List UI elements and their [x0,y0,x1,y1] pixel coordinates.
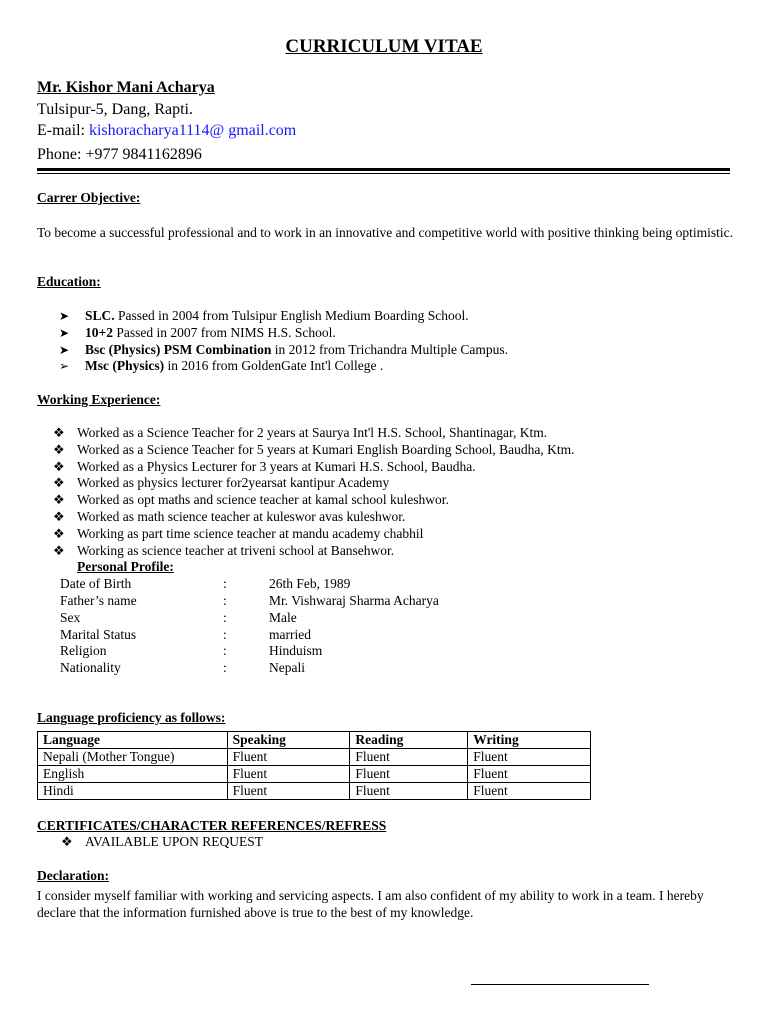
certificates-item: ❖ AVAILABLE UPON REQUEST [61,834,264,849]
column-header: Speaking [227,732,350,749]
experience-heading: Working Experience: [37,392,161,407]
profile-label: Religion [60,643,107,658]
list-item: ❖ Worked as math science teacher at kuleswor avas kuleshwor. [53,508,406,524]
table-cell: Fluent [350,766,468,783]
declaration-text: I consider myself familiar with working and servicing aspects. I am also confident of my ability to work in a team. I hereby declare that the information furnished above is true to the best of my knowledge. [37,888,704,920]
table-cell: Fluent [227,783,350,800]
list-item: ➤ SLC. Passed in 2004 from Tulsipur English Medium Boarding School. [59,308,469,323]
phone-line: Phone: +977 9841162896 [37,146,202,163]
table-row [38,749,591,766]
arrow-bullet-icon: ➤ [59,325,70,340]
list-item: ❖ Worked as a Physics Lecturer for 3 years at Kumari H.S. School, Baudha. [53,458,476,474]
applicant-address: Tulsipur-5, Dang, Rapti. [37,101,193,118]
list-item: ❖ Working as part time science teacher at mandu academy chabhil [53,525,424,541]
table-cell: Fluent [468,783,591,800]
language-table [37,731,591,800]
table-row [38,783,591,800]
diamond-bullet-icon: ❖ [61,834,73,849]
diamond-bullet-icon: ❖ [53,492,65,508]
profile-label: Sex [60,610,81,625]
table-cell: Fluent [227,766,350,783]
table-cell: Nepali (Mother Tongue) [38,749,228,766]
email-label: E-mail: [37,122,89,139]
applicant-name: Mr. Kishor Mani Acharya [37,79,215,96]
profile-heading: Personal Profile: [77,559,174,574]
profile-value: Male [269,610,297,625]
table-header-row [38,732,591,749]
profile-separator: : [223,627,227,642]
certificates-heading: CERTIFICATES/CHARACTER REFERENCES/REFRESS [37,818,387,833]
document-title: CURRICULUM VITAE [285,36,483,57]
diamond-bullet-icon: ❖ [53,525,65,541]
language-heading: Language proficiency as follows: [37,710,226,725]
diamond-bullet-icon: ❖ [53,542,65,558]
diamond-bullet-icon: ❖ [53,441,65,457]
header-divider-thin [37,173,730,174]
email-link[interactable]: kishoracharya1114@ gmail.com [88,122,297,139]
list-item: ❖ Worked as a Science Teacher for 5 years at Kumari English Boarding School, Baudha, Ktm. [53,441,575,457]
table-cell: Fluent [350,749,468,766]
list-item: ➤ 10+2 Passed in 2007 from NIMS H.S. School. [59,324,336,340]
column-header: Reading [350,732,468,749]
profile-separator: : [223,660,227,675]
objective-text: To become a successful professional and to work in an innovative and competitive world with positive thinking being optimistic. [37,225,734,240]
profile-separator: : [223,643,227,658]
list-item: ❖ Worked as physics lecturer for2yearsat kantipur Academy [53,475,390,491]
profile-separator: : [223,593,227,608]
profile-value: married [269,627,311,642]
email-line [37,122,296,140]
profile-value: Hinduism [269,643,323,658]
profile-label: Father’s name [60,593,137,608]
header-divider [37,168,730,171]
declaration-heading: Declaration: [37,868,109,883]
list-item: ❖ Working as science teacher at triveni school at Bansehwor. [53,542,395,558]
table-cell: Fluent [227,749,350,766]
profile-value: Mr. Vishwaraj Sharma Acharya [269,593,439,608]
column-header: Language [38,732,228,749]
profile-separator: : [223,576,227,591]
experience-list [53,425,574,559]
profile-value: 26th Feb, 1989 [269,576,351,591]
table-row [38,766,591,783]
education-heading: Education: [37,274,101,289]
table-cell: Fluent [468,766,591,783]
arrow-bullet-icon: ➢ [59,359,70,374]
signature-line [471,984,649,985]
profile-label: Date of Birth [60,576,132,591]
table-cell: Fluent [350,783,468,800]
column-header: Writing [468,732,591,749]
list-item: ❖ Worked as a Science Teacher for 2 years at Saurya Int'l H.S. School, Shantinagar, Ktm. [53,425,548,440]
profile-value: Nepali [269,660,305,675]
diamond-bullet-icon: ❖ [53,425,65,440]
education-list [59,308,508,375]
arrow-bullet-icon: ➤ [59,309,70,323]
diamond-bullet-icon: ❖ [53,458,65,474]
table-cell: English [38,766,228,783]
list-item: ❖ Worked as opt maths and science teacher at kamal school kuleshwor. [53,492,449,508]
profile-label: Marital Status [60,627,137,642]
diamond-bullet-icon: ❖ [53,475,65,491]
arrow-bullet-icon: ➤ [59,342,70,357]
objective-heading: Carrer Objective: [37,190,141,205]
profile-separator: : [223,610,227,625]
table-cell: Hindi [38,783,228,800]
table-cell: Fluent [468,749,591,766]
list-item: ➢ Msc (Physics) in 2016 from GoldenGate Int'l College . [59,358,384,374]
list-item: ➤ Bsc (Physics) PSM Combination in 2012 from Trichandra Multiple Campus. [59,341,509,357]
diamond-bullet-icon: ❖ [53,508,65,524]
profile-label: Nationality [60,660,121,675]
